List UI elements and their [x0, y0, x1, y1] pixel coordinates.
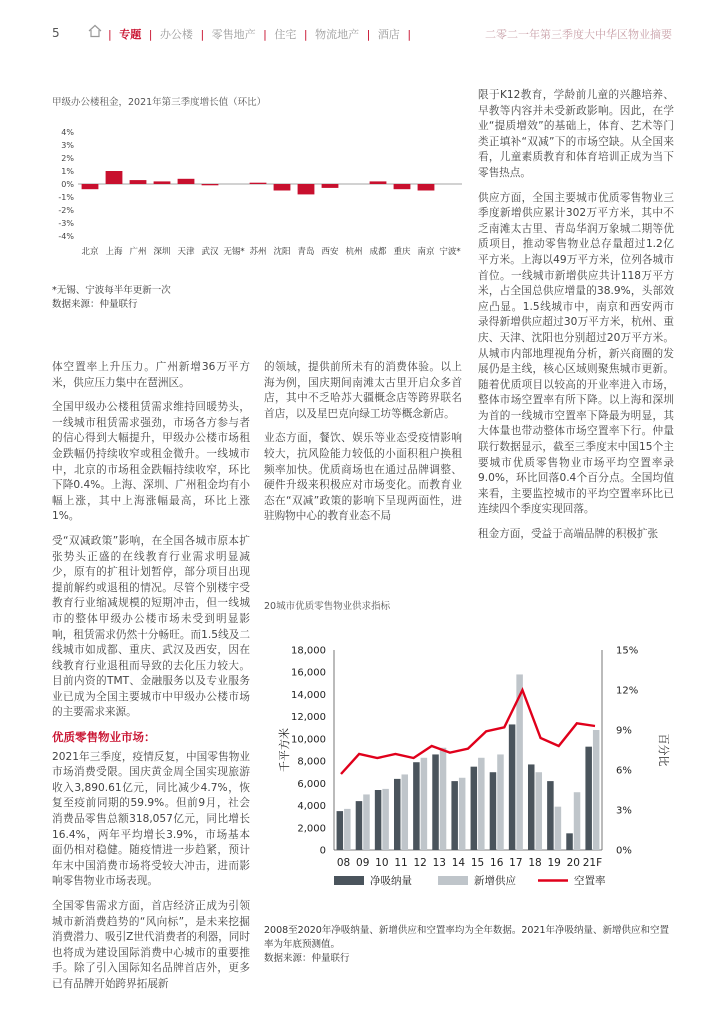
paragraph: 2021年三季度，疫情反复，中国零售物业市场消费受限。国庆黄金周全国实现旅游收入3,890.61亿元，同比减少4.7%，恢复至疫前同期的59.9%。但前9月，社会消费品零售总额318,057亿元，同比增长16.4%，两年平均增长3.9%，市场基本面仍相对稳健。随疫情进一步趋紧，预计年末中国消费市场将受较大冲击，进而影响零售物业市场表现。 [52, 750, 250, 888]
x-tick-label: 深圳 [153, 247, 171, 257]
chart1-caption: 甲级办公楼租金，2021年第三季度增长值（环比） [52, 97, 267, 108]
bar-new-supply [574, 792, 581, 850]
y-right-tick-label: 6% [616, 765, 632, 777]
legend-swatch-new-supply [438, 876, 468, 885]
y-left-tick-label: 2,000 [297, 823, 326, 835]
bar-new-supply [382, 789, 389, 850]
office-rent-growth-chart [52, 124, 472, 264]
nav-item-topic[interactable]: 专题 [119, 28, 142, 41]
bar [202, 184, 219, 185]
y-right-tick-label: 12% [616, 685, 639, 697]
page-header [52, 24, 672, 44]
bar-net-absorption [547, 781, 554, 850]
legend-label-vacancy: 空置率 [574, 875, 606, 887]
nav-item-residential[interactable]: 住宅 [274, 28, 297, 41]
bar-net-absorption [375, 790, 382, 850]
bar-net-absorption [490, 772, 497, 850]
bar [154, 181, 171, 184]
bar-new-supply [478, 758, 485, 850]
y-right-label: 百分比 [657, 733, 670, 767]
vacancy-rate-line [341, 690, 595, 774]
paragraph: 全国零售需求方面，首店经济正成为引领城市新消费趋势的“风向标”，是未来挖掘消费潜力、吸引Z世代消费者的利器，同时也将成为建设国际消费中心城市的重要推手。除了引入国际知名品牌首店外，更多已有品牌开始跨界拓展新 [52, 900, 250, 990]
legend-label-new-supply: 新增供应 [474, 875, 516, 887]
y-left-tick-label: 6,000 [297, 778, 326, 790]
paragraph: 限于K12教育，学龄前儿童的兴趣培养、早教等内容并未受新政影响。因此，在学业“提质增效”的基础上，体育、艺术等门类正填补“双减”下的市场空缺。从全国来看，儿童素质教育和体育培训正成为当下零售热点。 [478, 89, 674, 179]
x-tick-label: 广州 [129, 247, 147, 257]
bar [370, 181, 387, 184]
column-3 [478, 88, 674, 552]
paragraph: 业态方面，餐饮、娱乐等业态受疫情影响较大，抗风险能力较低的小面积租户换租频率加快。优质商场也在通过品牌调整、硬件升级来积极应对市场变化。而教育业态在“双减”政策的影响下呈现两面性，进驻购物中心的教育业态不局 [264, 432, 462, 523]
x-tick-label: 无锡* [223, 247, 245, 257]
y-tick-label: -4% [58, 232, 74, 241]
column-2 [264, 360, 462, 534]
chart1-note: *无锡、宁波每半年更新一次 [52, 285, 171, 296]
x-tick-label: 10 [375, 857, 389, 869]
bar-net-absorption [356, 801, 363, 850]
x-tick-label: 11 [394, 857, 408, 869]
nav-item-office[interactable]: 办公楼 [159, 28, 193, 41]
y-left-label: 千平方米 [278, 728, 291, 772]
x-tick-label: 天津 [177, 247, 195, 257]
x-tick-label: 18 [528, 857, 542, 869]
x-tick-label: 17 [509, 857, 523, 869]
y-right-tick-label: 3% [616, 805, 632, 817]
y-left-tick-label: 18,000 [291, 645, 326, 657]
paragraph: 供应方面，全国主要城市优质零售物业三季度新增供应累计302万平方米，其中不乏南滩太古里、青岛华润万象城二期等优质项目，推动零售物业总存量超过1.2亿平方米。上海以49万平方米，位列各城市首位。一线城市新增供应共计118万平方米，占全国总供应增量的38.9%，头部效应凸显。1.5线城市中，南京和西安两市录得新增供应超过30万平方米，杭州、重庆、天津、沈阳也分别超过20万平方米。从城市内部地理视角分析，新兴商圈的发展仍是主线，核心区域则聚焦城市更新。随着优质项目以较高的开业率进入市场，整体市场空置率有所下降。以上海和深圳为首的一线城市空置率下降最为明显，其大体量也带动整体市场空置率下行。仲量联行数据显示，截至三季度末中国15个主要城市优质零售物业市场平均空置率录9.0%，环比回落0.4个百分点。全国均值来看，主要监控城市的平均空置率环比已连续四个季度实现回落。 [478, 191, 674, 516]
report-title: 二零二一年第三季度大中华区物业摘要 [485, 28, 672, 41]
y-left-tick-label: 8,000 [297, 756, 326, 768]
y-tick-label: 1% [61, 167, 74, 176]
y-tick-label: 4% [61, 128, 74, 137]
y-left-tick-label: 4,000 [297, 801, 326, 813]
bar-new-supply [536, 772, 543, 850]
x-tick-label: 西安 [321, 247, 339, 257]
x-tick-label: 重庆 [393, 247, 411, 257]
y-left-tick-label: 10,000 [291, 734, 326, 746]
paragraph: 的领域，提供前所未有的消费体验。以上海为例，国庆期间南滩太古里开启众多首店，其中不乏哈苏大疆概念店等跨界联名首店，以及星巴克向绿工坊等概念新店。 [264, 361, 462, 420]
bar-net-absorption [432, 754, 439, 850]
chart2-note: 2008至2020年净吸纳量、新增供应和空置率均为全年数据。2021年净吸纳量、新增供应和空置率为年底预测值。 [264, 925, 670, 950]
x-tick-label: 苏州 [249, 247, 267, 257]
bar-new-supply [440, 748, 447, 850]
bar [82, 184, 99, 189]
bar [106, 171, 123, 184]
bar-new-supply [421, 758, 428, 850]
bar [274, 184, 291, 191]
x-tick-label: 20 [566, 857, 580, 869]
chart2-source: 数据来源：仲量联行 [264, 953, 350, 964]
bar [394, 184, 411, 189]
column-1 [52, 360, 250, 1002]
bar-net-absorption [451, 781, 458, 850]
x-tick-label: 16 [490, 857, 504, 869]
paragraph: 全国甲级办公楼租赁需求维持回暖势头，一线城市租赁需求强劲，市场各方参与者的信心得到大幅提升，甲级办公楼市场租金跌幅仍持续收窄或租金微升。一线城市中，北京的市场租金跌幅持续收窄，环比下降0.4%。上海、深圳、广州租金均有小幅上涨，其中上海涨幅最高，环比上涨1%。 [52, 401, 250, 523]
paragraph: 体空置率上升压力。广州新增36万平方米，供应压力集中在琶洲区。 [52, 361, 250, 389]
x-tick-label: 宁波* [439, 247, 461, 257]
nav-item-retail[interactable]: 零售地产 [211, 28, 256, 41]
bar-net-absorption [337, 811, 344, 850]
bar-net-absorption [413, 762, 420, 850]
y-tick-label: 0% [61, 180, 74, 189]
legend-label-net-absorption: 净吸纳量 [370, 875, 412, 887]
page-number: 5 [52, 26, 60, 40]
x-tick-label: 19 [547, 857, 561, 869]
x-tick-label: 09 [356, 857, 370, 869]
retail-supply-demand-chart [262, 636, 674, 896]
x-tick-label: 14 [451, 857, 466, 869]
bar-new-supply [497, 754, 504, 850]
y-tick-label: -2% [58, 206, 74, 215]
x-tick-label: 武汉 [201, 247, 219, 257]
nav-item-hotel[interactable]: 酒店 [377, 28, 400, 41]
y-tick-label: -3% [58, 219, 74, 228]
x-tick-label: 沈阳 [273, 247, 291, 257]
bar-new-supply [593, 730, 600, 850]
bar-net-absorption [471, 767, 478, 850]
paragraph: 租金方面，受益于高端品牌的积极扩张 [478, 528, 659, 541]
bar-net-absorption [394, 779, 401, 850]
y-tick-label: 3% [61, 141, 74, 150]
bar [250, 183, 267, 184]
chart2-caption: 20城市优质零售物业供求指标 [264, 601, 391, 612]
y-left-tick-label: 12,000 [291, 712, 326, 724]
y-right-tick-label: 9% [616, 725, 632, 737]
x-tick-label: 08 [336, 857, 351, 869]
bar-net-absorption [528, 764, 535, 850]
bar [130, 180, 147, 184]
chart1-source: 数据来源：仲量联行 [52, 299, 138, 310]
legend-swatch-net-absorption [334, 876, 364, 885]
bar-new-supply [555, 807, 562, 850]
x-tick-label: 南京 [417, 247, 435, 257]
bar-net-absorption [566, 833, 573, 850]
bar-new-supply [344, 809, 351, 850]
y-left-tick-label: 0 [319, 845, 326, 857]
y-left-tick-label: 14,000 [291, 689, 326, 701]
y-left-tick-label: 16,000 [291, 667, 326, 679]
bar-net-absorption [509, 724, 516, 850]
x-tick-label: 上海 [105, 247, 123, 257]
x-tick-label: 杭州 [345, 247, 363, 257]
bar-new-supply [459, 778, 466, 850]
x-tick-label: 北京 [81, 247, 99, 257]
bar [322, 184, 339, 188]
y-right-tick-label: 15% [616, 645, 639, 657]
bar [418, 184, 435, 191]
y-right-tick-label: 0% [616, 845, 632, 857]
x-tick-label: 青岛 [297, 247, 315, 257]
x-tick-label: 12 [413, 857, 427, 869]
bar [298, 184, 315, 194]
x-tick-label: 21F [582, 857, 603, 869]
x-tick-label: 成都 [369, 247, 387, 257]
y-tick-label: -1% [58, 193, 74, 202]
paragraph: 受“双减政策”影响，在全国各城市原本扩张势头正盛的在线教育行业需求明显减少，原有的扩租计划暂停，部分项目出现提前解约或退租的情况。尽管个别楼宇受教育行业缩减规模的短期冲击，但一线城市的整体甲级办公楼市场未受到明显影响，租赁需求仍然十分畅旺。而1.5线及二线城市如成都、重庆、武汉及西安，因在线教育行业退租而导致的去化压力较大。目前内资的TMT、金融服务以及专业服务业已成为全国主要城市中甲级办公楼市场的主要需求来源。 [52, 534, 250, 719]
bar-net-absorption [585, 747, 592, 850]
x-tick-label: 15 [470, 857, 485, 869]
nav-bar: | 专题 | 办公楼 | 零售地产 | 住宅 | 物流地产 | 酒店 | [108, 28, 412, 41]
x-tick-label: 13 [432, 857, 446, 869]
home-icon[interactable] [88, 24, 102, 38]
y-tick-label: 2% [61, 154, 74, 163]
nav-item-logistics[interactable]: 物流地产 [315, 28, 360, 41]
bar-new-supply [402, 774, 409, 850]
bar-new-supply [363, 794, 370, 850]
bar [178, 179, 195, 184]
section-heading-retail: 优质零售物业市场： [52, 730, 156, 745]
